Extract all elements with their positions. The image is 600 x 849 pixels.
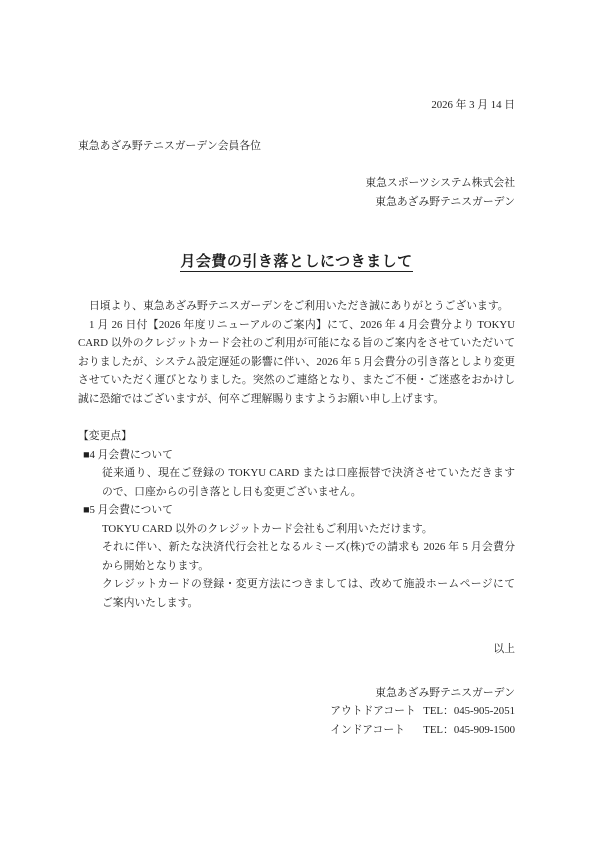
may-fee-line: から開始となります。 <box>102 559 210 572</box>
may-fee-line: ご案内いたします。 <box>102 596 199 609</box>
sender-block <box>78 174 515 211</box>
addressee-line: 東急あざみ野テニスガーデン会員各位 <box>78 139 261 152</box>
footer-contact-tel: TEL：045-909-1500 <box>423 723 515 736</box>
may-fee-line: それに伴い、新たな決済代行会社となるルミーズ(株)での請求も 2026 年 5 月会費分 <box>102 541 515 553</box>
body-line: 誠に恐縮ではございますが、何卒ご理解賜りますようお願い申し上げます。 <box>78 392 445 405</box>
changes-heading: 【変更点】 <box>78 430 132 442</box>
may-fee-line: クレジットカードの登録・変更方法につきましては、改めて施設ホームページにて <box>102 578 515 590</box>
april-fee-line: ので、口座からの引き落とし日も変更ございません。 <box>102 485 362 498</box>
footer-contact-tel: TEL：045-905-2051 <box>423 705 515 717</box>
footer-org: 東急あざみ野テニスガーデン <box>375 686 515 699</box>
body-line: させていただく運びとなりました。突然のご連絡となり、またご不便・ご迷惑をおかけし <box>78 374 515 386</box>
body-paragraphs <box>78 297 515 408</box>
document-title-text: 月会費の引き落としにつきまして <box>180 254 413 270</box>
body-line: 日頃より、東急あざみ野テニスガーデンをご利用いただき誠にありがとうございます。 <box>89 300 509 312</box>
may-fee-heading: ■5 月会費について <box>83 504 173 516</box>
changes-section <box>78 427 515 612</box>
sender-facility: 東急あざみ野テニスガーデン <box>375 195 515 208</box>
footer-contact-row <box>78 721 515 740</box>
april-fee-line: 従来通り、現在ご登録の TOKYU CARD または口座振替で決済させていただきます <box>102 467 515 479</box>
footer-contact-block <box>78 684 515 740</box>
body-line: 1 月 26 日付【2026 年度リニューアルのご案内】にて、2026 年 4 月会費分より TOKYU <box>89 318 515 331</box>
closing-ijou: 以上 <box>493 643 515 655</box>
may-fee-line: TOKYU CARD 以外のクレジットカード会社もご利用いただけます。 <box>102 522 433 535</box>
date-line: 2026 年 3 月 14 日 <box>431 99 515 111</box>
body-line: CARD 以外のクレジットカード会社のご利用が可能になる旨のご案内をさせていただいて <box>78 337 515 349</box>
april-fee-heading: ■4 月会費について <box>83 448 173 461</box>
footer-contact-row <box>78 702 515 721</box>
footer-contact-label: インドアコート <box>330 723 405 736</box>
footer-contact-label: アウトドアコート <box>330 705 416 717</box>
body-line: おりましたが、システム設定遅延の影響に伴い、2026 年 5 月会費分の引き落としより変更 <box>78 355 515 368</box>
sender-company: 東急スポーツシステム株式会社 <box>365 177 515 189</box>
document-title <box>78 251 515 273</box>
